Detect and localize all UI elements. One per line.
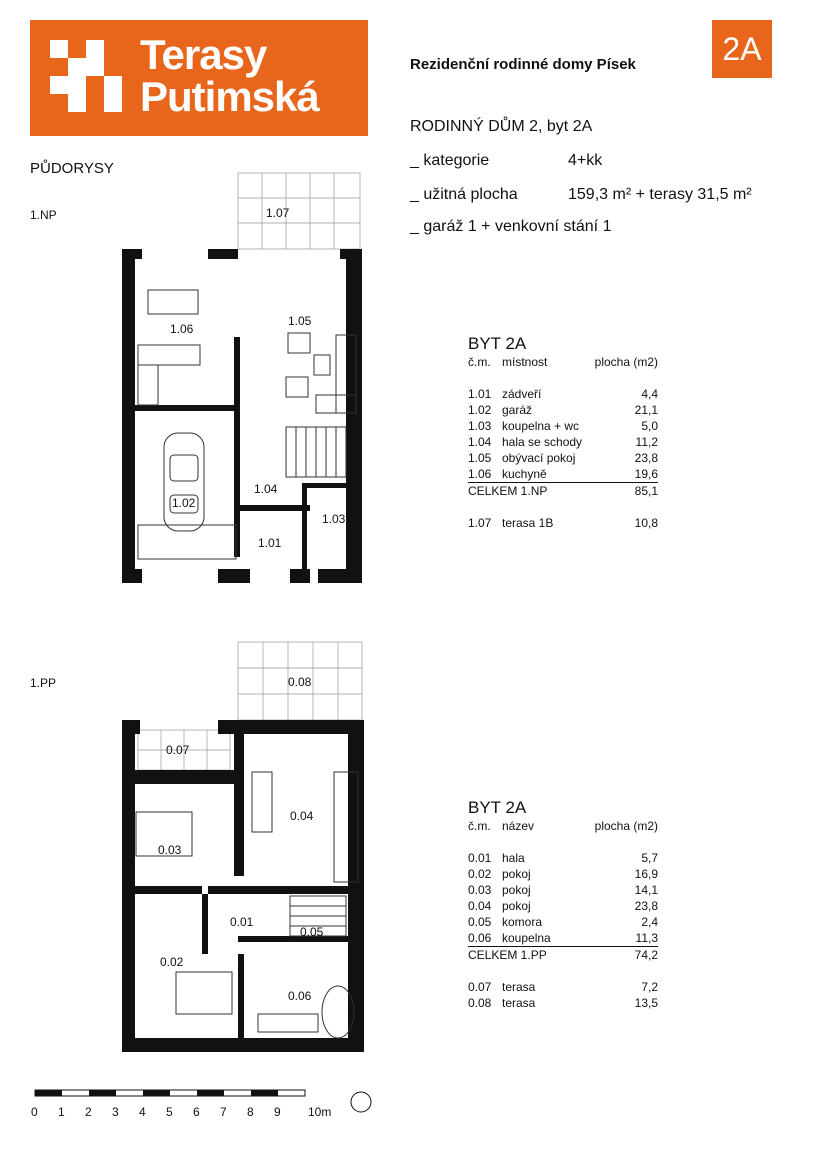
scale-tick: 0 xyxy=(31,1105,38,1119)
table-row: 1.01 zádveří 4,4 xyxy=(468,387,658,401)
table-np-title: BYT 2A xyxy=(468,334,527,353)
scale-tick: 9 xyxy=(274,1105,281,1119)
section-title: PŮDORYSY xyxy=(30,160,114,177)
scale-tick: 8 xyxy=(247,1105,254,1119)
terrace-grid xyxy=(238,173,360,249)
table-row: 0.04 pokoj 23,8 xyxy=(468,899,658,913)
table-row: 0.08 terasa 13,5 xyxy=(468,996,658,1010)
car-icon xyxy=(164,433,204,531)
table-row: 0.07 terasa 7,2 xyxy=(468,980,658,994)
floor-label-pp: 1.PP xyxy=(30,676,57,690)
room-label-1-07: 1.07 xyxy=(266,206,290,220)
brand-logo xyxy=(30,20,368,136)
logo-mark-icon xyxy=(50,40,130,120)
table-row: 1.04 hala se schody 11,2 xyxy=(468,435,658,449)
unit-title: RODINNÝ DŮM 2, byt 2A xyxy=(410,118,593,135)
col-header: č.m. xyxy=(468,355,491,369)
scale-tick: 6 xyxy=(193,1105,200,1119)
scale-tick: 7 xyxy=(220,1105,227,1119)
table-row: 0.03 pokoj 14,1 xyxy=(468,883,658,897)
col-header: č.m. xyxy=(468,819,491,833)
table-row: 0.06 koupelna 11,3 xyxy=(468,931,658,945)
category-label: _ kategorie xyxy=(410,152,490,169)
unit-badge: 2A xyxy=(712,20,772,78)
area-table-pp xyxy=(468,798,658,1011)
room-label-0-04: 0.04 xyxy=(290,809,314,823)
room-label-1-01: 1.01 xyxy=(258,536,282,550)
room-label-0-05: 0.05 xyxy=(300,925,324,939)
stairs xyxy=(286,427,346,477)
col-header: plocha (m2) xyxy=(594,819,658,833)
col-header: plocha (m2) xyxy=(594,355,658,369)
table-row: 1.03 koupelna + wc 5,0 xyxy=(468,419,658,433)
table-pp-title: BYT 2A xyxy=(468,798,527,817)
room-label-0-08: 0.08 xyxy=(288,675,312,689)
area-value: 159,3 m² + terasy 31,5 m² xyxy=(568,186,752,203)
area-label: _ užitná plocha xyxy=(410,186,518,203)
scale-tick: 1 xyxy=(58,1105,65,1119)
table-row: 1.05 obývací pokoj 23,8 xyxy=(468,451,658,465)
brand-line1: Terasy xyxy=(140,31,267,78)
table-row: 1.06 kuchyně 19,6 xyxy=(468,467,658,481)
scale-tick: 3 xyxy=(112,1105,119,1119)
floor-plan-pp xyxy=(118,636,378,1054)
room-label-0-07: 0.07 xyxy=(166,743,190,757)
area-table-np xyxy=(468,334,658,531)
table-row: 1.07 terasa 1B 10,8 xyxy=(468,516,658,530)
brand-line2: Putimská xyxy=(140,73,319,120)
floor-label-np: 1.NP xyxy=(30,208,57,222)
scale-tick: 5 xyxy=(166,1105,173,1119)
project-title: Rezidenční rodinné domy Písek xyxy=(410,56,636,73)
table-row: 0.02 pokoj 16,9 xyxy=(468,867,658,881)
parking-info: _ garáž 1 + venkovní stání 1 xyxy=(410,218,612,235)
scale-tick: 4 xyxy=(139,1105,146,1119)
room-label-1-04: 1.04 xyxy=(254,482,278,496)
table-row: 0.05 komora 2,4 xyxy=(468,915,658,929)
north-arrow-icon xyxy=(348,1088,374,1118)
room-label-1-02: 1.02 xyxy=(172,496,196,510)
table-total: CELKEM 1.PP 74,2 xyxy=(468,948,658,962)
room-label-1-05: 1.05 xyxy=(288,314,312,328)
category-value: 4+kk xyxy=(568,152,603,169)
scale-bar xyxy=(28,1086,358,1126)
scale-tick: 10m xyxy=(308,1105,332,1119)
col-header: název xyxy=(502,819,535,833)
room-label-0-01: 0.01 xyxy=(230,915,254,929)
room-label-0-03: 0.03 xyxy=(158,843,182,857)
room-label-1-06: 1.06 xyxy=(170,322,194,336)
room-label-1-03: 1.03 xyxy=(322,512,346,526)
table-row: 0.01 hala 5,7 xyxy=(468,851,658,865)
room-label-0-06: 0.06 xyxy=(288,989,312,1003)
table-row: 1.02 garáž 21,1 xyxy=(468,403,658,417)
room-label-0-02: 0.02 xyxy=(160,955,184,969)
table-total: CELKEM 1.NP 85,1 xyxy=(468,484,658,498)
scale-tick: 2 xyxy=(85,1105,92,1119)
floor-plan-np xyxy=(118,165,378,585)
col-header: místnost xyxy=(502,355,548,369)
